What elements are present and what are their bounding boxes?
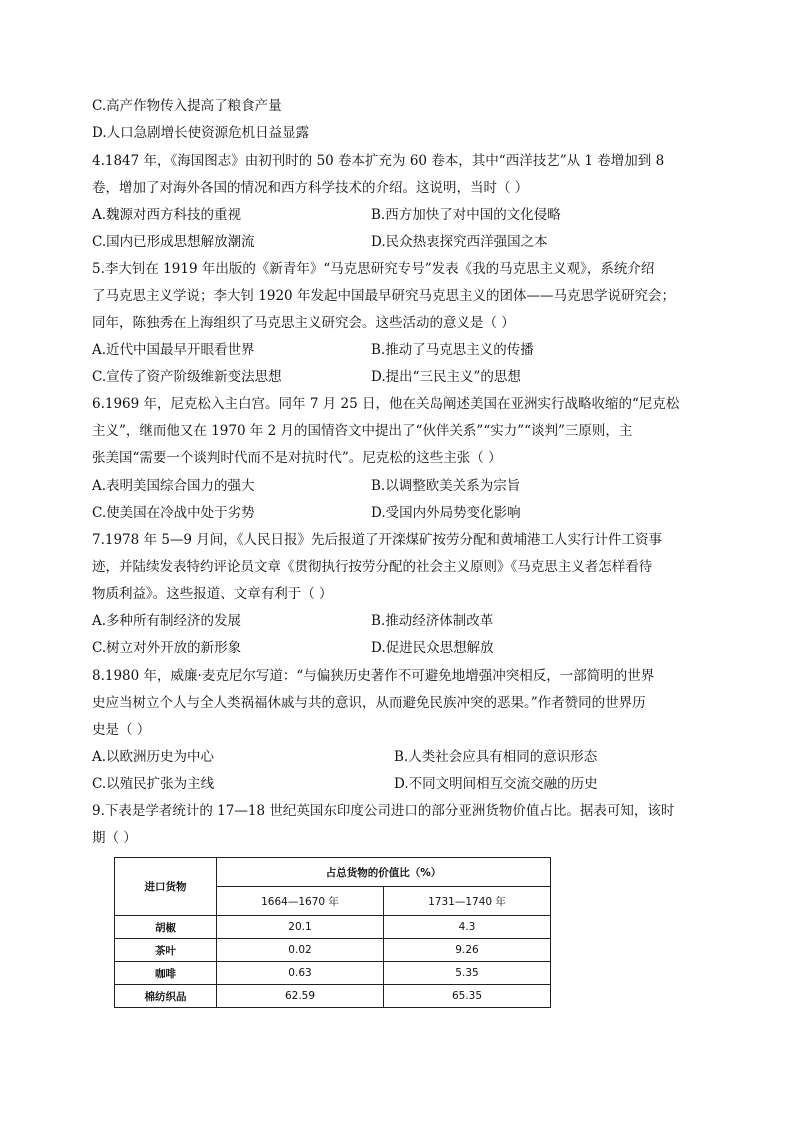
table-cell-value: 62.59 [217,985,384,1008]
q7-option-b: B.推动经济体制改革 [371,613,494,629]
q6-stem-line-3: 张美国“需要一个谈判时代而不是对抗时代”。尼克松的这些主张（ ） [92,450,502,466]
q3-option-c: C.高产作物传入提高了粮食产量 [92,98,282,114]
q7-option-d: D.促进民众思想解放 [371,640,494,656]
q5-stem-line-1: 5.李大钊在 1919 年出版的《新青年》“马克思研究专号”发表《我的马克思主义观》，系统介绍 [92,261,655,277]
q6-option-c: C.使美国在冷战中处于劣势 [92,505,255,521]
q4-option-b: B.西方加快了对中国的文化侵略 [371,207,561,223]
table-header-group: 占总货物的价值比（%） [217,858,551,887]
q5-stem-line-3: 同年，陈独秀在上海组织了马克思主义研究会。这些活动的意义是（ ） [92,315,515,331]
table-row [115,962,551,985]
q4-option-a: A.魏源对西方科技的重视 [92,207,242,223]
q7-option-c: C.树立对外开放的新形象 [92,640,242,656]
table-cell-goods: 棉纺织品 [115,985,217,1008]
table-cell-value: 4.3 [384,916,551,939]
q9-stem-line-1: 9.下表是学者统计的 17—18 世纪英国东印度公司进口的部分亚洲货物价值占比。据表可知，该时 [92,803,675,819]
q6-stem-line-1: 6.1969 年，尼克松入主白宫。同年 7 月 25 日，他在关岛阐述美国在亚洲实行战略收缩的“尼克松 [92,396,680,412]
q5-stem-line-2: 了马克思主义学说；李大钊 1920 年发起中国最早研究马克思主义的团体——马克思学说研究会； [92,288,675,304]
table-row [115,985,551,1008]
q7-stem-line-3: 物质利益》。这些报道、文章有利于（ ） [92,586,333,602]
table-cell-value: 65.35 [384,985,551,1008]
q6-option-a: A.表明美国综合国力的强大 [92,478,255,494]
table-cell-goods: 胡椒 [115,916,217,939]
goods-value-table [114,857,551,1008]
q5-option-d: D.提出“三民主义”的思想 [371,369,521,385]
table-header-period-1: 1664—1670 年 [217,887,384,916]
table-row [115,939,551,962]
q6-option-b: B.以调整欧美关系为宗旨 [371,478,521,494]
q8-stem-line-3: 史是（ ） [92,722,151,738]
table-cell-value: 5.35 [384,962,551,985]
q8-stem-line-2: 史应当树立个人与全人类祸福休戚与共的意识，从而避免民族冲突的恶果。”作者赞同的世界历 [92,695,646,711]
table-header-goods: 进口货物 [115,858,217,916]
q8-option-c: C.以殖民扩张为主线 [92,776,215,792]
table-cell-value: 9.26 [384,939,551,962]
table-cell-value: 20.1 [217,916,384,939]
q4-stem-line-1: 4.1847 年，《海国图志》由初刊时的 50 卷本扩充为 60 卷本，其中“西洋技艺”从 1 卷增加到 8 [92,153,665,169]
q4-option-d: D.民众热衷探究西洋强国之本 [371,234,548,250]
table-cell-value: 0.63 [217,962,384,985]
q9-stem-line-2: 期（ ） [92,830,137,846]
table-row [115,916,551,939]
table-cell-value: 0.02 [217,939,384,962]
q8-option-d: D.不同文明间相互交流交融的历史 [394,776,598,792]
q5-option-b: B.推动了马克思主义的传播 [371,342,534,358]
q6-option-d: D.受国内外局势变化影响 [371,505,521,521]
table-header-period-2: 1731—1740 年 [384,887,551,916]
q8-stem-line-1: 8.1980 年，威廉·麦克尼尔写道：“与偏狭历史著作不可避免地增强冲突相反，一部简明的世界 [92,668,655,684]
q7-option-a: A.多种所有制经济的发展 [92,613,242,629]
q4-option-c: C.国内已形成思想解放潮流 [92,234,255,250]
q6-stem-line-2: 主义”，继而他又在 1970 年 2 月的国情咨文中提出了“伙伴关系”“实力”“谈判”三原则，主 [92,423,633,439]
q8-option-b: B.人类社会应具有相同的意识形态 [394,749,598,765]
q8-option-a: A.以欧洲历史为中心 [92,749,215,765]
q3-option-d: D.人口急剧增长使资源危机日益显露 [92,125,310,141]
q4-stem-line-2: 卷，增加了对海外各国的情况和西方科学技术的介绍。这说明，当时（ ） [92,180,529,196]
q7-stem-line-1: 7.1978 年 5—9 月间，《人民日报》先后报道了开滦煤矿按劳分配和黄埔港工人实行计件工资事 [92,532,663,548]
table-cell-goods: 茶叶 [115,939,217,962]
q5-option-c: C.宣传了资产阶级维新变法思想 [92,369,282,385]
q7-stem-line-2: 迹，并陆续发表特约评论员文章《贯彻执行按劳分配的社会主义原则》《马克思主义者怎样看待 [92,559,653,575]
table-cell-goods: 咖啡 [115,962,217,985]
q5-option-a: A.近代中国最早开眼看世界 [92,342,255,358]
